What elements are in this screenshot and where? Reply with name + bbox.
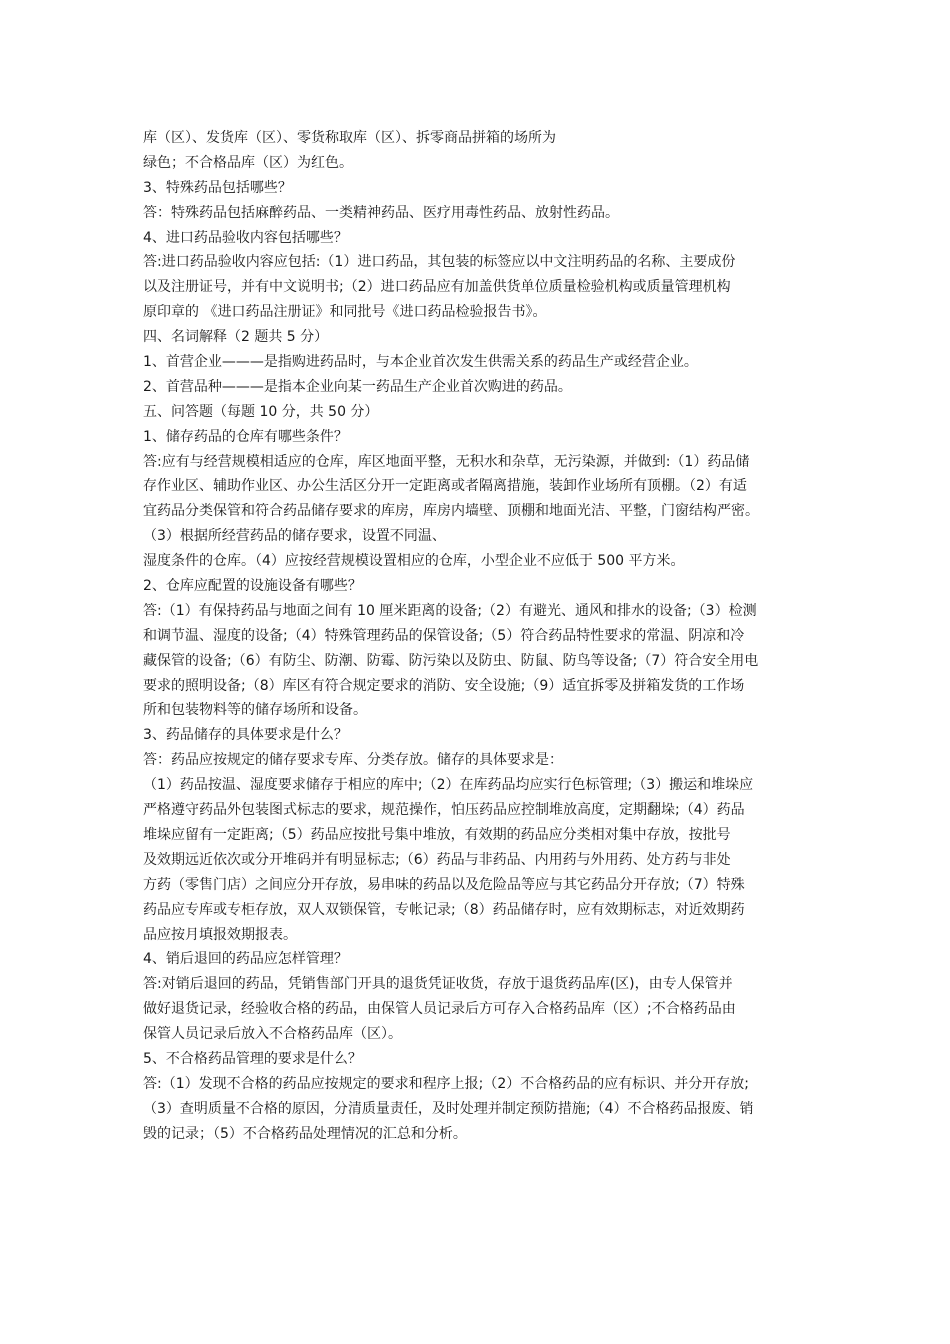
text-line: 以及注册证号，并有中文说明书;（2）进口药品应有加盖供货单位质量检验机构或质量管理机构 — [143, 279, 731, 296]
document-body — [143, 126, 815, 1147]
text-line: 原印章的 《进口药品注册证》和同批号《进口药品检验报告书》。 — [143, 304, 547, 321]
text-line: 宜药品分类保管和符合药品储存要求的库房，库房内墙壁、顶棚和地面光洁、平整，门窗结构严密。 — [143, 503, 759, 520]
text-line: 答:进口药品验收内容应包括:（1）进口药品，其包装的标签应以中文注明药品的名称、主要成份 — [143, 254, 736, 271]
text-line: 答:（1）有保持药品与地面之间有 10 厘米距离的设备;（2）有避光、通风和排水的设备;（3）检测 — [143, 602, 757, 619]
text-line: 品应按月填报效期报表。 — [143, 926, 297, 943]
text-line: （1）药品按温、湿度要求储存于相应的库中;（2）在库药品均应实行色标管理;（3）搬运和堆垛应 — [143, 777, 754, 794]
text-line: 答：药品应按规定的储存要求专库、分类存放。储存的具体要求是： — [143, 752, 563, 769]
text-line: 四、名词解释（2 题共 5 分） — [143, 329, 329, 346]
text-line: 2、仓库应配置的设施设备有哪些？ — [143, 578, 362, 595]
text-line: 1、储存药品的仓库有哪些条件？ — [143, 428, 348, 445]
text-line: 5、不合格药品管理的要求是什么？ — [143, 1050, 362, 1067]
text-line: （3）根据所经营药品的储存要求，设置不同温、 — [143, 528, 446, 545]
text-line: 2、首营品种———是指本企业向某一药品生产企业首次购进的药品。 — [143, 378, 572, 395]
text-line: 及效期远近依次或分开堆码并有明显标志;（6）药品与非药品、内用药与外用药、处方药与非处 — [143, 851, 731, 868]
text-line: 答：特殊药品包括麻醉药品、一类精神药品、医疗用毒性药品、放射性药品。 — [143, 204, 619, 221]
text-line: （3）查明质量不合格的原因，分清质量责任，及时处理并制定预防措施;（4）不合格药品报废、销 — [143, 1100, 754, 1117]
text-line: 绿色；不合格品库（区）为红色。 — [143, 154, 353, 171]
text-line: 答:应有与经营规模相适应的仓库，库区地面平整，无积水和杂草，无污染源，并做到:（1）药品储 — [143, 453, 750, 470]
text-line: 答:（1）发现不合格的药品应按规定的要求和程序上报;（2）不合格药品的应有标识、并分开存放; — [143, 1075, 749, 1092]
text-line: 答:对销后退回的药品，凭销售部门开具的退货凭证收货，存放于退货药品库(区)，由专人保管并 — [143, 976, 733, 993]
text-line: 药品应专库或专柜存放，双人双锁保管，专帐记录;（8）药品储存时，应有效期标志，对近效期药 — [143, 901, 745, 918]
text-line: 所和包装物料等的储存场所和设备。 — [143, 702, 367, 719]
text-line: 1、首营企业———是指购进药品时，与本企业首次发生供需关系的药品生产或经营企业。 — [143, 354, 698, 371]
text-line: 3、药品储存的具体要求是什么？ — [143, 727, 348, 744]
text-line: 要求的照明设备;（8）库区有符合规定要求的消防、安全设施;（9）适宜拆零及拼箱发货的工作场 — [143, 677, 745, 694]
text-line: 4、进口药品验收内容包括哪些？ — [143, 229, 348, 246]
text-line: 湿度条件的仓库。（4）应按经营规模设置相应的仓库，小型企业不应低于 500 平方米。 — [143, 553, 685, 570]
text-line: 方药（零售门店）之间应分开存放，易串味的药品以及危险品等应与其它药品分开存放;（7）特殊 — [143, 876, 745, 893]
text-line: 库（区）、发货库（区）、零货称取库（区）、拆零商品拼箱的场所为 — [143, 130, 556, 146]
text-line: 毁的记录；（5）不合格药品处理情况的汇总和分析。 — [143, 1125, 467, 1142]
text-line: 五、问答题（每题 10 分，共 50 分） — [143, 403, 379, 420]
text-line: 保管人员记录后放入不合格药品库（区）。 — [143, 1026, 402, 1043]
text-line: 3、特殊药品包括哪些？ — [143, 179, 292, 196]
text-line: 严格遵守药品外包装图式标志的要求，规范操作，怕压药品应控制堆放高度，定期翻垛;（4）药品 — [143, 802, 745, 819]
text-line: 存作业区、辅助作业区、办公生活区分开一定距离或者隔离措施，装卸作业场所有顶棚。（2）有适 — [143, 478, 747, 495]
text-line: 4、销后退回的药品应怎样管理？ — [143, 951, 348, 968]
text-line: 做好退货记录，经验收合格的药品，由保管人员记录后方可存入合格药品库（区）;不合格药品由 — [143, 1001, 736, 1018]
text-line: 堆垛应留有一定距离;（5）药品应按批号集中堆放，有效期的药品应分类相对集中存放，按批号 — [143, 826, 731, 843]
text-line: 藏保管的设备;（6）有防尘、防潮、防霉、防污染以及防虫、防鼠、防鸟等设备;（7）符合安全用电 — [143, 652, 759, 669]
text-line: 和调节温、湿度的设备;（4）特殊管理药品的保管设备;（5）符合药品特性要求的常温、阴凉和冷 — [143, 627, 745, 644]
